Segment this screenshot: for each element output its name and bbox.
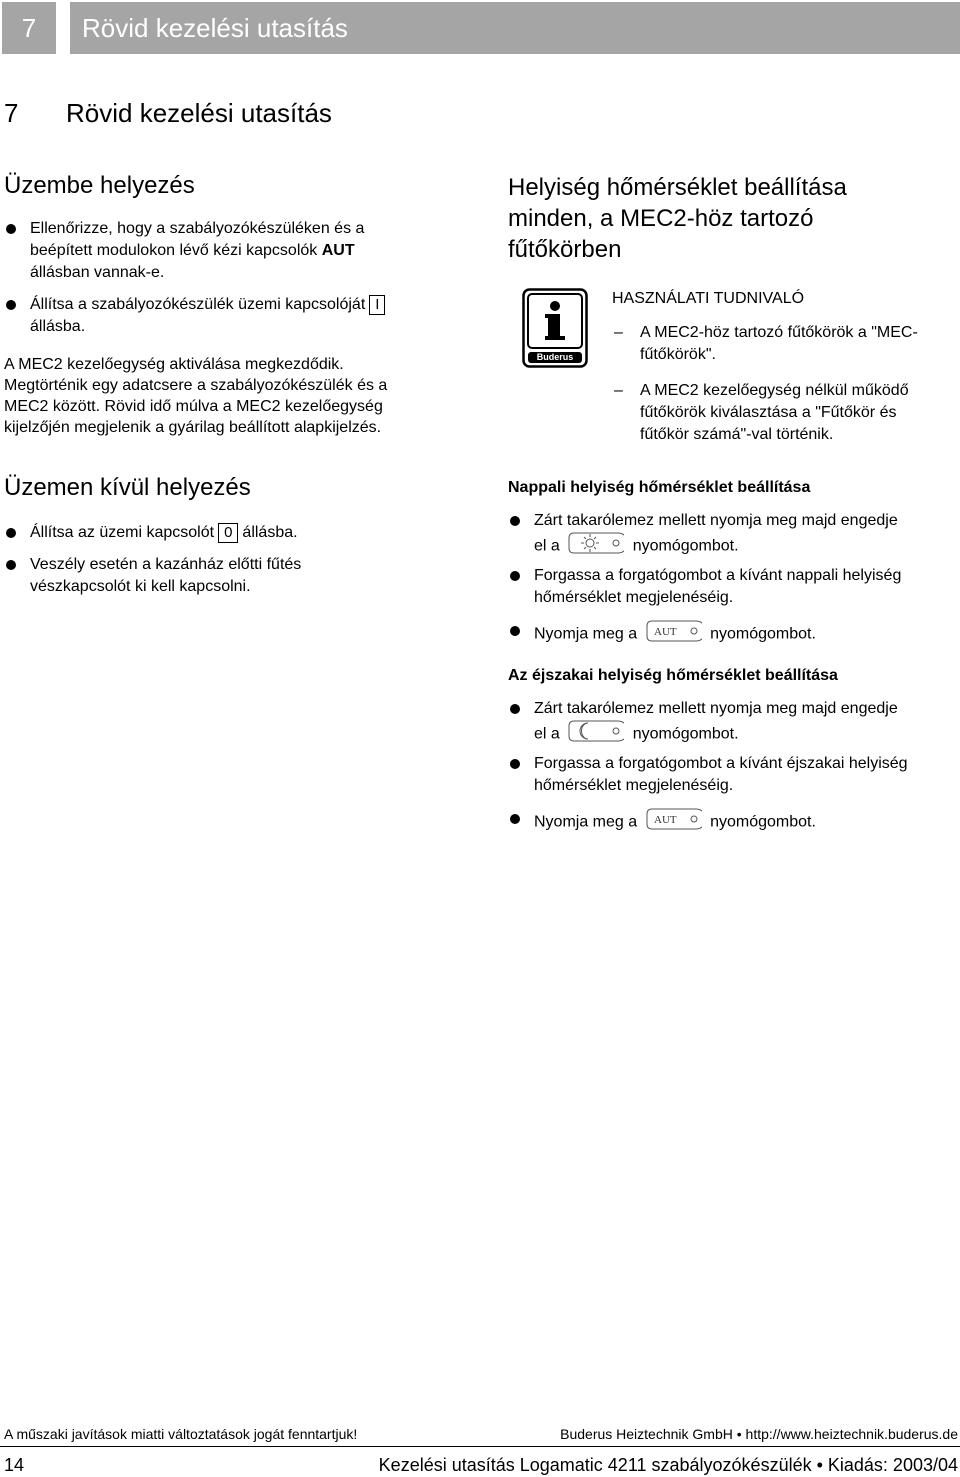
text-line: MEC2 között. Rövid idő múlva a MEC2 kezelőegység: [4, 398, 383, 415]
aut-button-label: AUT: [653, 814, 677, 826]
text-line: Nyomja meg a: [534, 625, 638, 643]
text-line: nyomógombot.: [710, 625, 816, 643]
moon-button-icon: [568, 720, 624, 749]
switch-key-on: I: [369, 295, 385, 315]
text-line: nyomógombot.: [632, 725, 739, 743]
header-title: Rövid kezelési utasítás: [70, 2, 960, 54]
chapter-title-text: Rövid kezelési utasítás: [66, 98, 332, 128]
text-line: A MEC2 kezelőegység aktiválása megkezdődik.: [4, 356, 344, 373]
room-temp-heading: [508, 172, 847, 265]
night-bullet-2: [508, 753, 960, 797]
commissioning-heading: Üzembe helyezés: [4, 172, 195, 199]
chapter-title: [4, 98, 332, 129]
text-line: nyomógombot.: [632, 537, 739, 555]
text-line: Zárt takarólemez mellett nyomja meg majd engedje: [534, 512, 898, 529]
page-number: 14: [4, 1455, 25, 1475]
switch-key-off: 0: [218, 523, 238, 543]
text-line: minden, a MEC2-höz tartozó: [508, 205, 814, 232]
text-line: hőmérséklet megjelenéséig.: [534, 589, 734, 606]
text-line: Veszély esetén a kazánház előtti fűtés: [30, 556, 302, 573]
commissioning-bullet-1: [4, 218, 470, 284]
text-line: Ellenőrizze, hogy a szabályozókészüléken és a: [30, 220, 365, 237]
shutdown-heading: Üzemen kívül helyezés: [4, 474, 251, 501]
text-line: Nyomja meg a: [534, 813, 638, 831]
day-bullet-2: [508, 565, 960, 609]
notice-item-1: [612, 322, 960, 366]
commissioning-bullet-2: [4, 294, 470, 338]
day-bullet-3: [508, 620, 960, 649]
text-line: Állítsa az üzemi kapcsolót: [30, 524, 215, 541]
text-line: vészkapcsolót ki kell kapcsolni.: [30, 578, 251, 595]
header-chapter-number: 7: [2, 2, 56, 54]
text-line: Forgassa a forgatógombot a kívánt éjszakai helyiség: [534, 755, 908, 772]
commissioning-paragraph: [4, 354, 454, 438]
night-heading: Az éjszakai helyiség hőmérséklet beállítása: [508, 667, 838, 684]
text-line: fűtőkörök kiválasztása a "Fűtőkör és: [640, 404, 897, 421]
aut-button-icon: [646, 620, 702, 649]
text-line: fűtőkörben: [508, 236, 622, 263]
notice-title: HASZNÁLATI TUDNIVALÓ: [612, 290, 805, 307]
text-line: fűtőkörök".: [640, 346, 716, 363]
text-line: Forgassa a forgatógombot a kívánt nappali helyiség: [534, 567, 902, 584]
text-line: állásba.: [30, 318, 86, 335]
aut-button-label: AUT: [653, 626, 677, 638]
text-line: A MEC2-höz tartozó fűtőkörök a "MEC-: [640, 324, 918, 341]
notice-item-2: [612, 380, 960, 446]
footer-document-title: Kezelési utasítás Logamatic 4211 szabályozókészülék • Kiadás: 2003/04: [378, 1455, 958, 1475]
text-line: Megtörténik egy adatcsere a szabályozókészülék és a: [4, 377, 388, 394]
text-line: A MEC2 kezelőegység nélkül működő: [640, 382, 909, 399]
text-line: állásba.: [242, 524, 298, 541]
footer-divider: [0, 1446, 960, 1447]
shutdown-bullet-2: [4, 554, 470, 598]
text-line: kijelzőjén megjelenik a gyárilag beállított alapkijelzés.: [4, 419, 382, 436]
night-bullet-3: [508, 808, 960, 837]
aut-label: AUT: [321, 242, 355, 259]
buderus-logo-text: Buderus: [536, 352, 574, 362]
day-bullet-1: [508, 510, 960, 561]
text-line: Zárt takarólemez mellett nyomja meg majd engedje: [534, 700, 898, 717]
text-line: hőmérséklet megjelenéséig.: [534, 777, 734, 794]
text-line: fűtőkör számá"-val történik.: [640, 426, 834, 443]
text-line: nyomógombot.: [710, 813, 816, 831]
text-line: el a: [534, 537, 560, 555]
night-bullet-1: [508, 698, 960, 749]
footer-company: Buderus Heiztechnik GmbH • http://www.heiztechnik.buderus.de: [560, 1426, 958, 1442]
day-heading: Nappali helyiség hőmérséklet beállítása: [508, 479, 811, 496]
footer-disclaimer: A műszaki javítások miatti változtatások jogát fenntartjuk!: [4, 1426, 358, 1442]
text-line: Helyiség hőmérséklet beállítása: [508, 174, 847, 201]
text-line: állásban vannak-e.: [30, 264, 165, 281]
text-line: el a: [534, 725, 560, 743]
shutdown-bullet-1: [4, 522, 470, 544]
sun-button-icon: [568, 532, 624, 561]
aut-button-icon: [646, 808, 702, 837]
text-line: Állítsa a szabályozókészülék üzemi kapcsolóját: [30, 296, 366, 313]
text-line: beépített modulokon lévő kézi kapcsolók: [30, 242, 322, 259]
chapter-number: 7: [4, 98, 19, 128]
